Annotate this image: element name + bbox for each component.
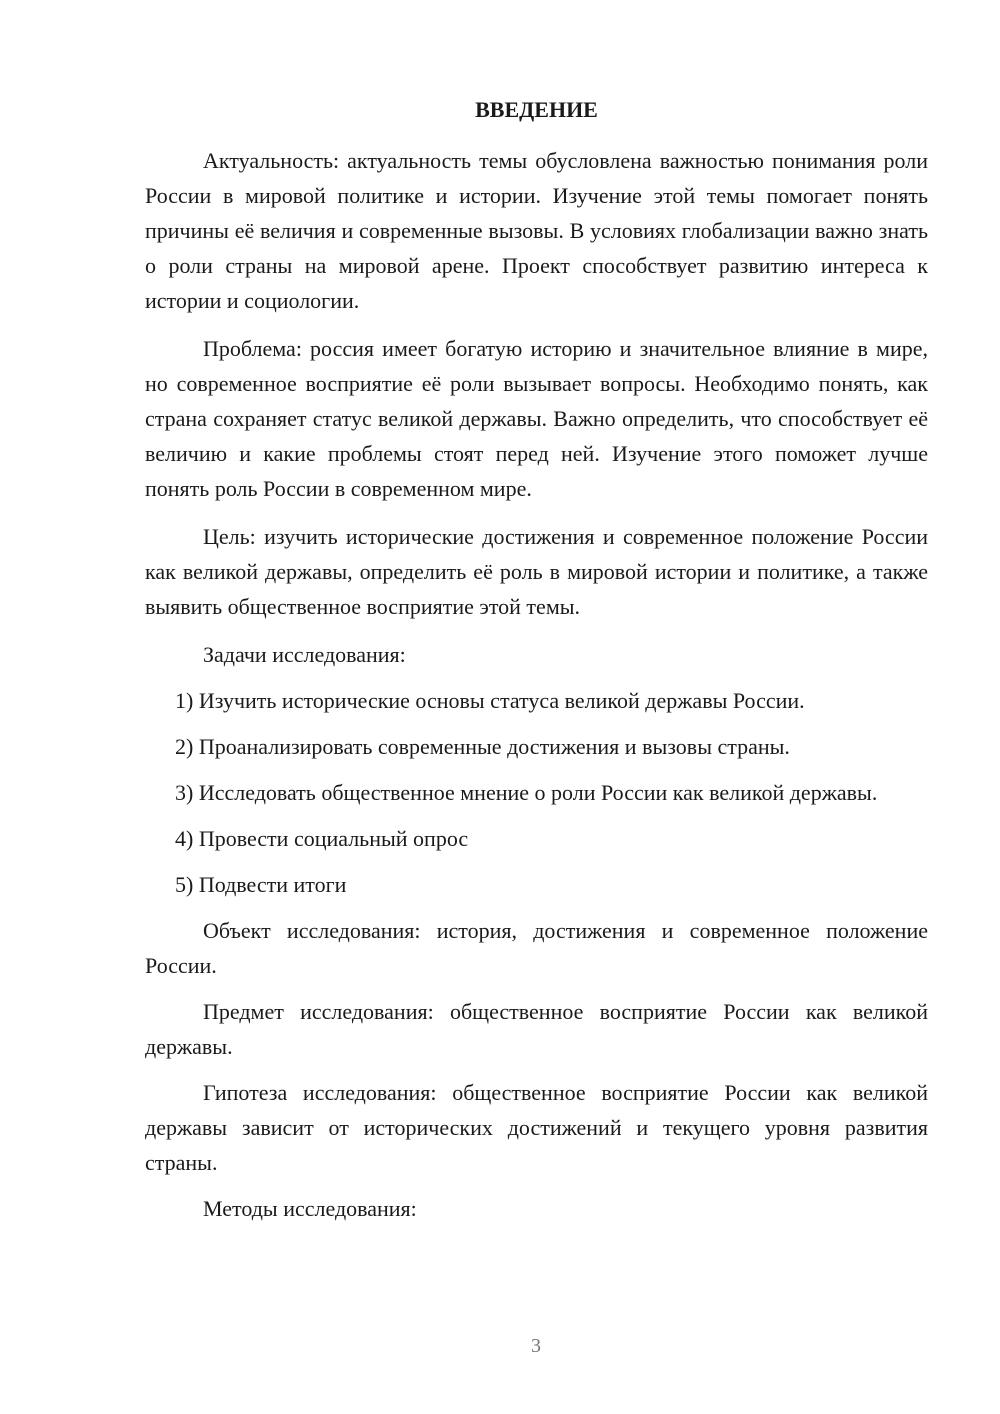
problem-paragraph: Проблема: россия имеет богатую историю и значительное влияние в мире, но современное восприятие её роли вызывает вопросы. Необходимо понять, как страна сохраняет статус великой державы. Важно определить, что способствует её величию и какие проблемы стоят перед ней. Изучение этого поможет лучше понять роль России в современном мире. xyxy=(145,336,928,501)
hypothesis-paragraph: Гипотеза исследования: общественное восприятие России как великой державы зависит от исторических достижений и текущего уровня развития страны. xyxy=(145,1080,928,1175)
page-number: 3 xyxy=(531,1335,541,1357)
task-item: 2) Проанализировать современные достижения и вызовы страны. xyxy=(175,734,790,759)
task-item: 3) Исследовать общественное мнение о роли России как великой державы. xyxy=(175,780,878,805)
object-paragraph: Объект исследования: история, достижения и современное положение России. xyxy=(145,918,928,978)
task-item: 1) Изучить исторические основы статуса великой державы России. xyxy=(175,688,805,713)
section-title: ВВЕДЕНИЕ xyxy=(475,97,598,122)
subject-paragraph: Предмет исследования: общественное восприятие России как великой державы. xyxy=(145,999,928,1059)
task-item: 4) Провести социальный опрос xyxy=(175,826,469,851)
relevance-paragraph: Актуальность: актуальность темы обусловлена важностью понимания роли России в мировой политике и истории. Изучение этой темы помогает понять причины её величия и современные вызовы. В условиях глобализации важно знать о роли страны на мировой арене. Проект способствует развитию интереса к истории и социологии. xyxy=(145,148,928,313)
methods-heading: Методы исследования: xyxy=(203,1196,417,1221)
tasks-heading: Задачи исследования: xyxy=(203,642,406,667)
goal-paragraph: Цель: изучить исторические достижения и современное положение России как великой державы, определить её роль в мировой истории и политике, а также выявить общественное восприятие этой темы. xyxy=(145,524,928,619)
document-body xyxy=(145,95,928,1226)
task-item: 5) Подвести итоги xyxy=(175,872,347,897)
